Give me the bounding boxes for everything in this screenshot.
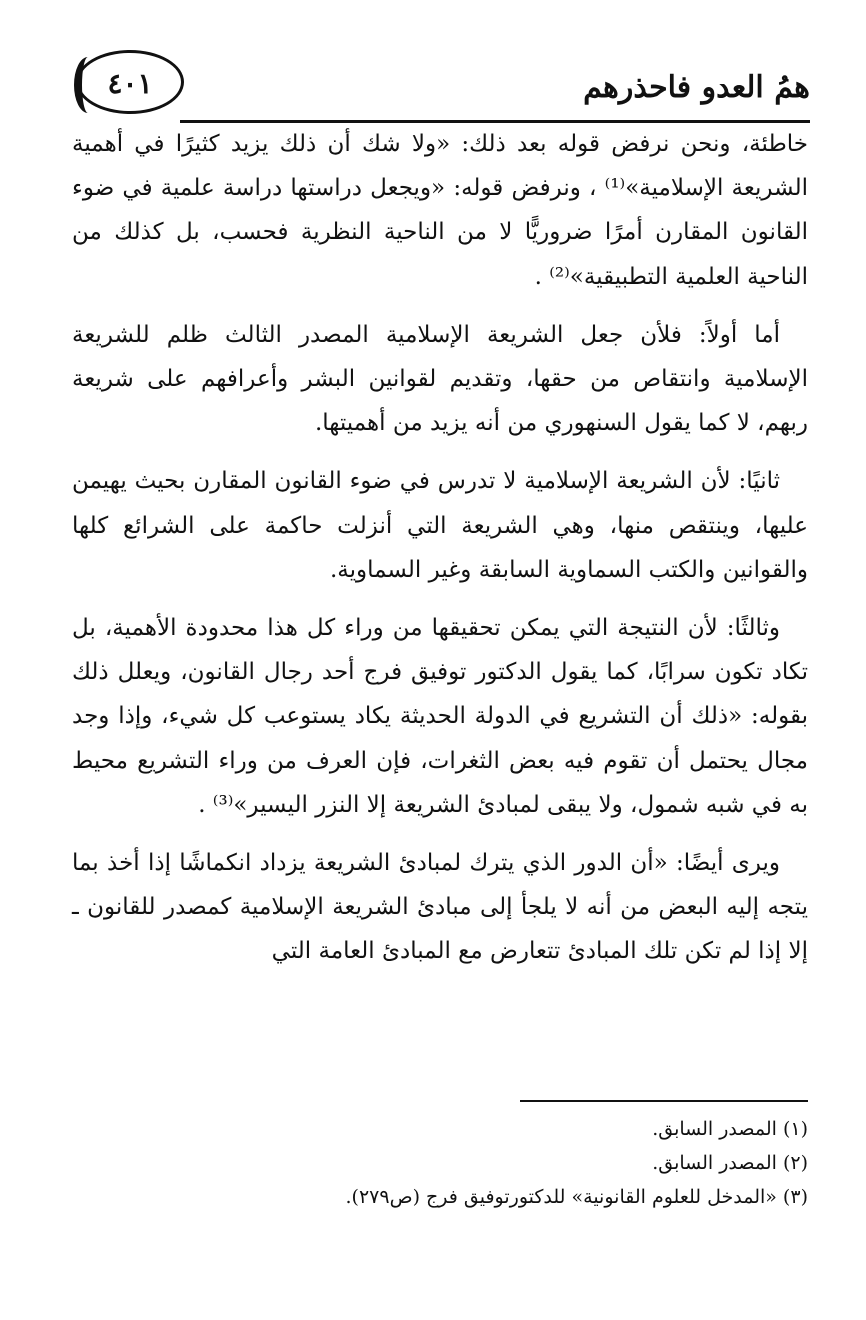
paragraph-5: ويرى أيضًا: «أن الدور الذي يترك لمبادئ الشريعة يزداد انكماشًا إذا أخذ بما يتجه إليه البعض من أنه لا يلجأ إلى مبادئ الشريعة الإسلامية كمصدر للقانون ـ إلا إذا لم تكن تلك المبادئ تتعارض مع المبادئ العامة التي [72, 850, 808, 965]
footnote-separator [520, 1100, 808, 1102]
page-number: ٤٠١ [107, 67, 153, 100]
paragraph-3: ثانيًا: لأن الشريعة الإسلامية لا تدرس في ضوء القانون المقارن بحيث يهيمن عليها، وينتقص منها، وهي الشريعة التي أنزلت حاكمة على الشرائع كلها والقوانين والكتب السماوية السابقة وغير السماوية. [72, 468, 808, 583]
footnote-2: (٢) المصدر السابق. [652, 1152, 808, 1174]
paragraph-1: خاطئة، ونحن نرفض قوله بعد ذلك: «ولا شك أن ذلك يزيد كثيرًا في أهمية الشريعة الإسلامية»⁽¹⁾ ، ونرفض قوله: «ويجعل دراستها دراسة علمية في ضوء القانون المقارن أمرًا ضروريًّا لا من الناحية النظرية فحسب، بل كذلك من الناحية العلمية التطبيقية»⁽²⁾ . [72, 131, 808, 290]
main-text [72, 122, 808, 988]
footnotes [108, 1112, 808, 1214]
badge-ornament [74, 57, 102, 113]
footnote-1: (١) المصدر السابق. [652, 1118, 808, 1140]
footnote-3: (٣) «المدخل للعلوم القانونية» للدكتورتوفيق فرج (ص٢٧٩). [345, 1186, 808, 1208]
page-header [70, 40, 810, 128]
paragraph-4: وثالثًا: لأن النتيجة التي يمكن تحقيقها من وراء كل هذا محدودة الأهمية، بل تكاد تكون سرابًا، كما يقول الدكتور توفيق فرج أحد رجال القانون، ويعلل ذلك بقوله: «ذلك أن التشريع في الدولة الحديثة يكاد يستوعب كل شيء، وإذا وجد مجال يحتمل أن تقوم فيه بعض الثغرات، فإن العرف من وراء التشريع محيط به في شبه شمول، ولا يبقى لمبادئ الشريعة إلا النزر اليسير»⁽³⁾ . [72, 615, 808, 818]
page-number-badge [76, 50, 184, 114]
running-title: همُ العدو فاحذرهم [583, 70, 810, 105]
paragraph-2: أما أولاً: فلأن جعل الشريعة الإسلامية المصدر الثالث ظلم للشريعة الإسلامية وانتقاص من حقها، وتقديم لقوانين البشر وأعرافهم على شريعة ربهم، لا كما يقول السنهوري من أنه يزيد من أهميتها. [72, 321, 808, 437]
